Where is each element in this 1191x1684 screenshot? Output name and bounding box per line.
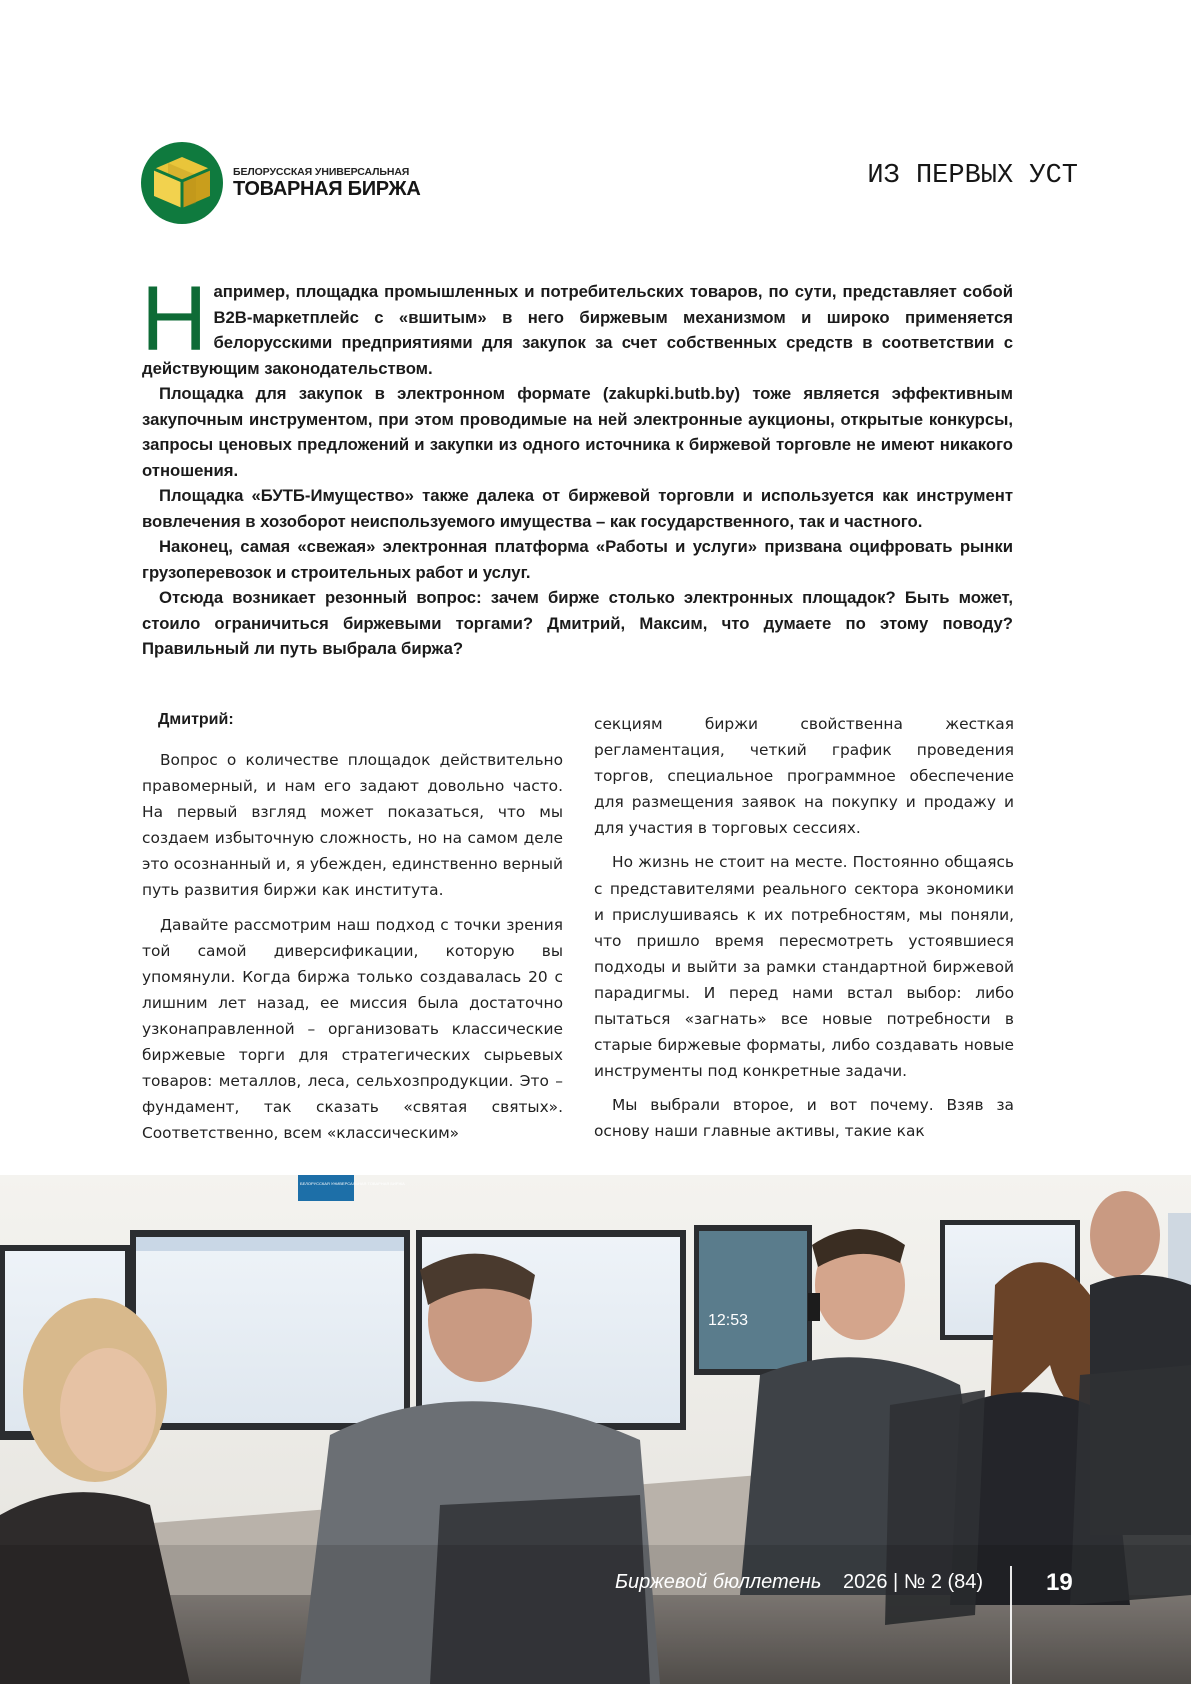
publication-name: Биржевой бюллетень	[615, 1571, 822, 1593]
column-right-paragraph-1: секциям биржи свойственна жесткая регламентация, четкий график проведения торгов, специальное программное обеспечение для размещения заявок на покупку и продажу и для участия в торговых сессиях.	[594, 715, 1014, 838]
lead-paragraph-3: Площадка «БУТБ-Имущество» также далека от биржевой торговли и используется как инструмент вовлечения в хозоборот неиспользуемого имущества – как государственного, так и частного.	[142, 486, 1013, 531]
cube-logo-icon	[141, 142, 223, 224]
brand-line-2: ТОВАРНАЯ БИРЖА	[233, 178, 421, 200]
column-left-paragraph-2: Давайте рассмотрим наш подход с точки зрения той самой диверсификации, которую вы упомянули. Когда биржа только создавалась 20 с лишним лет назад, ее миссия была достаточно узконаправленной – организовать классические биржевые торги для стратегических сырьевых товаров: металлов, леса, сельхозпродукции. Это – фундамент, так сказать «святая святых». Соответственно, всем «классическим»	[142, 915, 563, 1143]
office-scene-illustration	[0, 1175, 1191, 1684]
column-left-paragraph-1: Вопрос о количестве площадок действительно правомерный, и нам его задают довольно часто. На первый взгляд может показаться, что мы создаем избыточную сложность, но на самом деле это осознанный и, я убежден, единственно верный путь развития биржи как института.	[142, 751, 563, 900]
section-title: ИЗ ПЕРВЫХ УСТ	[867, 161, 1078, 191]
column-right	[594, 711, 1014, 1153]
speaker-name: Дмитрий:	[158, 711, 234, 728]
monitor-clock-text: 12:53	[708, 1312, 749, 1329]
brand-name	[233, 166, 420, 200]
lead-paragraph-5: Отсюда возникает резонный вопрос: зачем бирже столько электронных площадок? Быть может, стоило ограничиться биржевыми торгами? Дмитрий, Максим, что думаете по этому поводу? Правильный ли путь выбрала биржа?	[142, 588, 1013, 658]
lead-paragraph-2: Площадка для закупок в электронном формате (zakupki.butb.by) тоже является эффективным закупочным инструментом, при этом проводимые на ней электронные аукционы, открытые конкурсы, запросы ценовых предложений и закупки из одного источника к биржевой торговле не имеют никакого отношения.	[142, 384, 1013, 480]
wall-sign-text: БЕЛОРУССКАЯ УНИВЕРСАЛЬНАЯ ТОВАРНАЯ БИРЖА	[300, 1181, 405, 1186]
column-right-paragraph-3: Мы выбрали второе, и вот почему. Взяв за основу наши главные активы, такие как	[594, 1096, 1014, 1141]
lead-paragraph-1-text: апример, площадка промышленных и потребительских товаров, по сути, представляет собой B2B-маркетплейс с «вшитым» в него биржевым механизмом и широко применяется белорусскими предприятиями для закупок за счет собственных средств в соответствии с действующим законодательством.	[142, 282, 1013, 378]
column-right-paragraph-2: Но жизнь не стоит на месте. Постоянно общаясь с представителями реального сектора экономики и прислушиваясь к их потребностям, мы поняли, что пришло время пересмотреть устоявшиеся подходы и выйти за рамки стандартной биржевой парадигмы. И перед нами встал выбор: либо пытаться «загнать» все новые потребности в старые биржевые форматы, либо создавать новые инструменты под конкретные задачи.	[594, 853, 1014, 1081]
brand-logo	[141, 142, 223, 224]
brand-line-1: БЕЛОРУССКАЯ УНИВЕРСАЛЬНАЯ	[233, 166, 410, 178]
trading-floor-photo	[0, 1175, 1191, 1684]
footer-divider	[1010, 1566, 1012, 1684]
lead-text	[141, 268, 1013, 662]
column-left	[142, 747, 563, 1154]
issue-number: 2026 | № 2 (84)	[843, 1571, 984, 1593]
page-number: 19	[1046, 1569, 1073, 1596]
lead-paragraph-4: Наконец, самая «свежая» электронная платформа «Работы и услуги» призвана оцифровать рынки грузоперевозок и строительных работ и услуг.	[142, 537, 1013, 582]
drop-cap: Н	[141, 268, 208, 370]
lead-paragraph-1	[141, 268, 1013, 381]
